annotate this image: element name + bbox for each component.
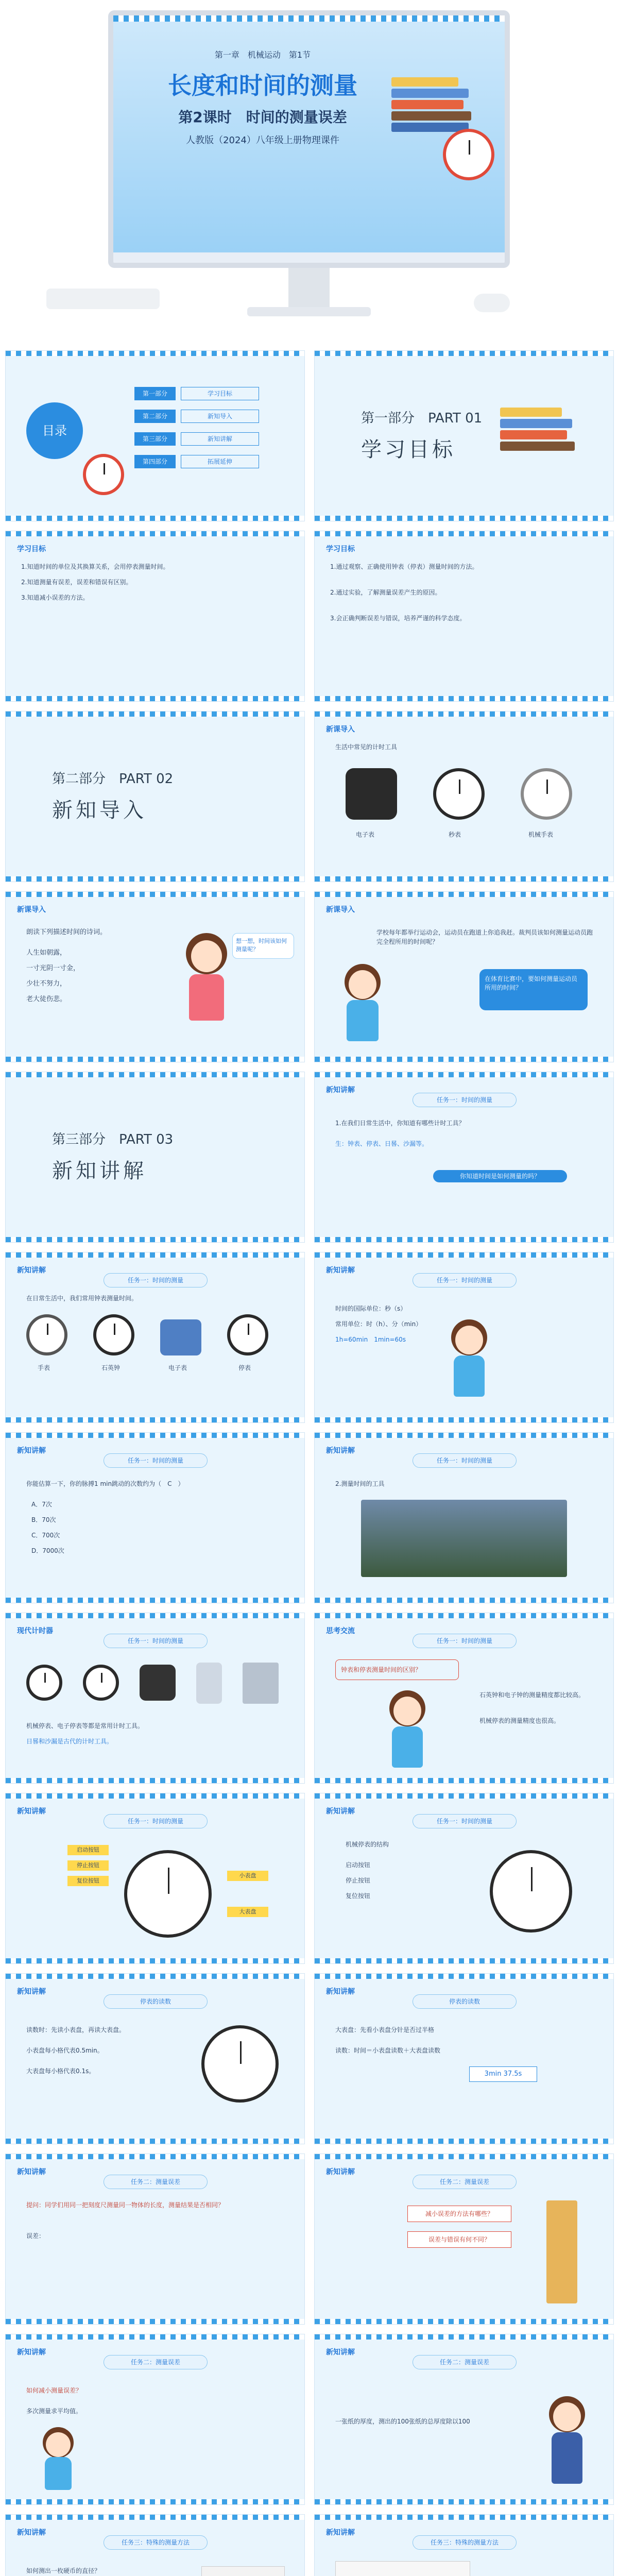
toc-list xyxy=(134,387,289,478)
slide-goals-right xyxy=(314,531,614,702)
hero-title: 长度和时间的测量 xyxy=(168,72,357,99)
toc-item[interactable]: 第三部分 新知讲解 xyxy=(134,432,289,455)
tool-label: 石英钟 xyxy=(101,1364,121,1371)
slide-tag: 学习目标 xyxy=(17,545,46,553)
task-title: 任务二：测量误差 xyxy=(413,2175,517,2189)
slide-error-1 xyxy=(5,2154,305,2325)
read-line: 大表盘每小格代表0.1s。 xyxy=(26,2067,95,2075)
toc-item[interactable]: 第二部分 新知导入 xyxy=(134,410,289,432)
slide-tag: 新知讲解 xyxy=(326,1447,355,1455)
section-title: 学习目标 xyxy=(361,438,456,462)
unit-conversion: 1h=60min 1min=60s xyxy=(335,1336,406,1343)
slide-measure-2 xyxy=(314,2514,614,2576)
slide-stopwatch xyxy=(5,1793,305,1964)
slide-tag: 新知讲解 xyxy=(326,1086,355,1094)
slide-tag: 新知讲解 xyxy=(17,2168,46,2176)
stopwatch-label: 小表盘 xyxy=(227,1871,268,1881)
error-q2: 误差与错误有何不同？ xyxy=(407,2231,511,2248)
stopwatch-sub: 机械停表的结构 xyxy=(346,1841,389,1848)
task-title: 任务一：时间的测量 xyxy=(413,1814,517,1828)
goal-line: 3.知道减小误差的方法。 xyxy=(21,594,89,601)
girl-illustration xyxy=(37,2427,83,2494)
import-line: 人生如朝露， xyxy=(26,949,67,957)
slide-tag: 新知讲解 xyxy=(326,1988,355,1996)
read-line: 读数：时间＝小表盘读数＋大表盘读数 xyxy=(335,2047,441,2054)
compare-question: 钟表和停表测量时间的区别？ xyxy=(335,1659,459,1680)
unit-line: 时间的国际单位：秒（s） xyxy=(335,1305,407,1312)
stopwatch-icon xyxy=(433,768,485,820)
slide-units xyxy=(314,1252,614,1423)
error-label: 误差： xyxy=(26,2232,45,2240)
slide-section-2 xyxy=(5,711,305,882)
tool-label: 手表 xyxy=(38,1364,50,1371)
section-part: 第一部分 PART 01 xyxy=(361,411,483,426)
wristwatch-icon xyxy=(521,768,572,820)
slide-stopwatch-2 xyxy=(314,1793,614,1964)
stopwatch-icon xyxy=(201,2025,279,2103)
import-line: 朗读下列描述时间的诗词。 xyxy=(26,928,107,936)
read-line: 小表盘每小格代表0.5min。 xyxy=(26,2047,104,2054)
task-title: 任务三：特殊的测量方法 xyxy=(413,2535,517,2550)
quiz-option[interactable]: B．70次 xyxy=(31,1516,56,1523)
stopwatch-icon xyxy=(83,1665,119,1701)
alarm-clock-icon xyxy=(83,454,124,495)
quiz-question: 你能估算一下，你的脉搏1 min跳动的次数约为（ C ） xyxy=(26,1480,184,1487)
slide-tag: 新知讲解 xyxy=(17,2529,46,2537)
slide-error-3 xyxy=(5,2334,305,2505)
tool-label: 停表 xyxy=(238,1364,251,1371)
monitor-stand xyxy=(288,268,330,309)
slide-measure-1 xyxy=(5,2514,305,2576)
phone-icon xyxy=(196,1663,222,1704)
goal-line: 3.会正确判断误差与错误，培养严谨的科学态度。 xyxy=(330,615,466,622)
quiz-question: 2.测量时间的工具 xyxy=(335,1480,385,1487)
girl-illustration xyxy=(443,1319,495,1402)
slide-toc xyxy=(5,350,305,521)
watch-icon xyxy=(26,1314,67,1355)
stopwatch-label: 大表盘 xyxy=(227,1907,268,1917)
slide-tag: 新知讲解 xyxy=(17,1807,46,1816)
slide-read-2 xyxy=(314,1973,614,2144)
slide-tag: 新课导入 xyxy=(326,725,355,734)
stopwatch-label: 停止按钮 xyxy=(67,1860,109,1871)
toc-item[interactable]: 第一部分 学习目标 xyxy=(134,387,289,410)
hero-publisher: 人教版（2024）八年级上册物理课件 xyxy=(186,135,339,146)
hero-screen xyxy=(113,15,505,252)
stopwatch-icon xyxy=(124,1850,212,1938)
read-line: 读数时：先读小表盘，再读大表盘。 xyxy=(26,2026,126,2033)
quartz-clock-icon xyxy=(93,1314,134,1355)
stopwatch-icon xyxy=(227,1314,268,1355)
task-title: 任务一：时间的测量 xyxy=(104,1453,208,1468)
quiz-option[interactable]: C．700次 xyxy=(31,1532,60,1539)
tool-label: 机械手表 xyxy=(528,831,554,838)
slide-tag: 新知讲解 xyxy=(17,2348,46,2357)
photo-placeholder xyxy=(361,1500,567,1577)
stopwatch-item: 停止按钮 xyxy=(346,1877,371,1884)
slide-tag: 思考交流 xyxy=(326,1627,355,1635)
task-title: 任务二：测量误差 xyxy=(104,2355,208,2369)
toc-item[interactable]: 第四部分 拓展延伸 xyxy=(134,455,289,478)
task-title: 任务一：时间的测量 xyxy=(104,1273,208,1287)
error-q1: 减小误差的方法有哪些？ xyxy=(407,2206,511,2222)
slide-tag: 新知讲解 xyxy=(326,1266,355,1275)
slide-quiz-1 xyxy=(5,1432,305,1603)
ruler-icon xyxy=(546,2200,577,2303)
slide-tag: 新知讲解 xyxy=(326,2348,355,2357)
girl-illustration xyxy=(335,964,392,1052)
watch-icon xyxy=(140,1665,176,1701)
error-answer: 多次测量求平均值。 xyxy=(26,2408,82,2415)
import-line: 老大徒伤悲。 xyxy=(26,995,67,1003)
tool-label: 电子表 xyxy=(168,1364,187,1371)
hero-lesson: 第2课时 时间的测量误差 xyxy=(178,109,347,126)
answer-text: 生：钟表、停表、日晷、沙漏等。 xyxy=(335,1140,428,1147)
slide-import-2 xyxy=(314,891,614,1062)
slide-tag: 新知讲解 xyxy=(326,1807,355,1816)
slide-tag: 新知讲解 xyxy=(326,2168,355,2176)
quiz-option[interactable]: D．7000次 xyxy=(31,1547,64,1554)
slide-tag: 新知讲解 xyxy=(17,1988,46,1996)
electronic-watch-icon xyxy=(160,1319,201,1355)
task-title: 任务一：时间的测量 xyxy=(413,1273,517,1287)
slide-tools xyxy=(5,1252,305,1423)
hero-chapter: 第一章 机械运动 第1节 xyxy=(214,50,311,60)
unit-other: 常用单位：时（h）、分（min） xyxy=(335,1320,422,1328)
slide-tag: 学习目标 xyxy=(326,545,355,553)
task-title: 任务一：时间的测量 xyxy=(413,1634,517,1648)
task-title: 任务一：时间的测量 xyxy=(413,1453,517,1468)
import-line: 少壮不努力， xyxy=(26,980,67,988)
slide-tag: 新知讲解 xyxy=(326,2529,355,2537)
slide-error-2 xyxy=(314,2154,614,2325)
import-line: 一寸光阴一寸金， xyxy=(26,964,80,972)
slide-compare xyxy=(314,1613,614,1784)
slide-section-3 xyxy=(5,1072,305,1243)
tools-line: 在日常生活中，我们常用钟表测量时间。 xyxy=(26,1295,138,1302)
diagram-placeholder xyxy=(201,2566,285,2576)
task-title: 任务三：特殊的测量方法 xyxy=(104,2535,208,2550)
books-illustration xyxy=(500,408,577,469)
girl-illustration xyxy=(382,1690,433,1773)
stopwatch-item: 复位按钮 xyxy=(346,1892,371,1900)
monitor-base xyxy=(247,307,371,316)
slide-tag: 新知讲解 xyxy=(17,1447,46,1455)
speech-bubble: 在体育比赛中，要如何测量运动员所用的时间？ xyxy=(479,969,588,1010)
intro-caption: 生活中常见的计时工具 xyxy=(335,743,398,751)
watch-icon xyxy=(346,768,397,820)
task-title: 任务一：时间的测量 xyxy=(104,1814,208,1828)
section-part: 第二部分 PART 02 xyxy=(52,771,174,787)
error-line: 一张纸的厚度，测出的100张纸的总厚度除以100 xyxy=(335,2418,470,2425)
stopwatch-icon xyxy=(490,1850,572,1933)
clocks-note: 日晷和沙漏是古代的计时工具。 xyxy=(26,1738,113,1745)
clocks-line: 机械停表、电子停表等都是常用计时工具。 xyxy=(26,1722,144,1730)
error-question: 提问：同学们用同一把刻度尺测量同一物体的长度，测量结果是否相同？ xyxy=(26,2201,225,2209)
compare-answer: 机械停表的测量精度也很高。 xyxy=(479,1717,560,1724)
section-title: 新知导入 xyxy=(52,799,147,822)
hero-section xyxy=(0,0,618,350)
stopwatch-item: 启动按钮 xyxy=(346,1861,371,1869)
stopwatch-label: 复位按钮 xyxy=(67,1876,109,1886)
tool-label: 秒表 xyxy=(449,831,461,838)
alarm-clock-icon xyxy=(443,129,494,180)
error-question: 如何减小测量误差？ xyxy=(26,2387,82,2394)
slide-read-1 xyxy=(5,1973,305,2144)
task-title: 停表的读数 xyxy=(104,1994,208,2009)
slide-goals-left xyxy=(5,531,305,702)
read-answer: 3min 37.5s xyxy=(469,2066,537,2082)
slide-tag: 新知讲解 xyxy=(17,1266,46,1275)
diagram-placeholder xyxy=(335,2561,470,2576)
slide-section-1 xyxy=(314,350,614,521)
clock-icon xyxy=(26,1665,62,1701)
slide-intro xyxy=(314,711,614,882)
task-title: 任务一：时间的测量 xyxy=(413,1093,517,1107)
import-text: 学校每年都举行运动会，运动员在跑道上你追我赶。裁判员该如何测量运动员跑完全程所用的时间呢？ xyxy=(376,929,593,945)
quiz-option[interactable]: A．7次 xyxy=(31,1501,52,1508)
slide-tag: 新课导入 xyxy=(17,906,46,914)
girl-illustration xyxy=(176,933,237,1036)
read-line: 大表盘：先看小表盘分针是否过半格 xyxy=(335,2026,435,2033)
stopwatch-label: 启动按钮 xyxy=(67,1845,109,1855)
section-part: 第三部分 PART 03 xyxy=(52,1132,174,1147)
girl-illustration xyxy=(541,2396,593,2489)
mouse-illustration xyxy=(474,294,510,312)
toc-label: 目录 xyxy=(26,402,83,459)
task-title: 任务二：测量误差 xyxy=(413,2355,517,2369)
slide-clocks xyxy=(5,1613,305,1784)
question-text: 1.在我们日常生活中，你知道有哪些计时工具？ xyxy=(335,1120,465,1127)
slide-error-4 xyxy=(314,2334,614,2505)
task-title: 任务二：测量误差 xyxy=(104,2175,208,2189)
measure-question: 如何测出一枚硬币的直径？ xyxy=(26,2567,101,2574)
task-title: 停表的读数 xyxy=(413,1994,517,2009)
compare-answer: 石英钟和电子钟的测量精度都比较高。 xyxy=(479,1691,585,1699)
slide-tag: 现代计时器 xyxy=(17,1627,53,1635)
question-button[interactable]: 你知道时间是如何测量的吗？ xyxy=(433,1170,567,1182)
screen-stripe xyxy=(113,15,505,22)
goal-line: 1.通过观察、正确使用钟表（停表）测量时间的方法。 xyxy=(330,563,478,570)
goal-line: 2.知道测量有误差，误差和错误有区别。 xyxy=(21,579,132,586)
slide-quiz-2 xyxy=(314,1432,614,1603)
goal-line: 2.通过实验，了解测量误差产生的原因。 xyxy=(330,589,441,596)
speech-bubble: 想一想，时间该如何测量呢？ xyxy=(232,933,294,959)
section-title: 新知讲解 xyxy=(52,1159,147,1183)
keyboard-illustration xyxy=(46,289,160,309)
slide-lesson-1 xyxy=(314,1072,614,1243)
goal-line: 1.知道时间的单位及其换算关系，会用停表测量时间。 xyxy=(21,563,169,570)
slide-tag: 新课导入 xyxy=(326,906,355,914)
machine-icon xyxy=(243,1663,279,1704)
tool-label: 电子表 xyxy=(356,831,375,838)
slide-import-1 xyxy=(5,891,305,1062)
task-title: 任务一：时间的测量 xyxy=(104,1634,208,1648)
